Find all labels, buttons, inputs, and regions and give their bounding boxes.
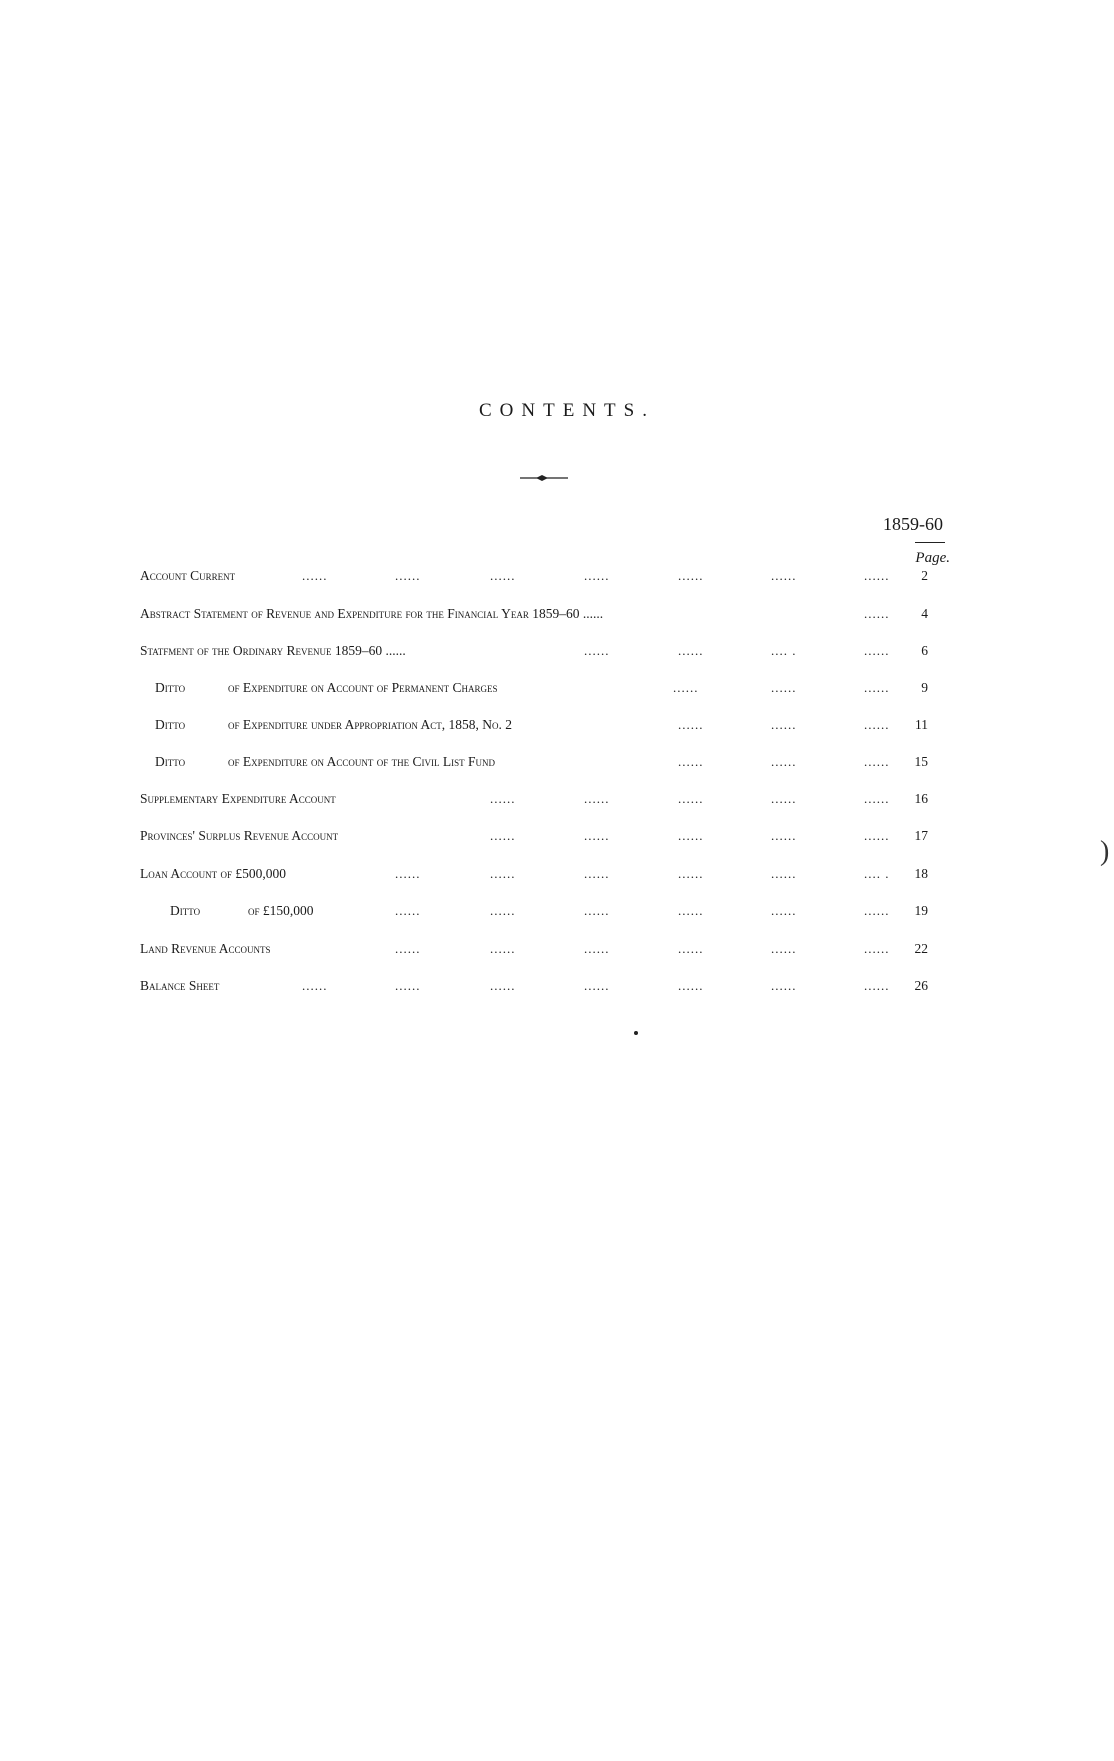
toc-entry-supplementary-expenditure (0, 791, 1114, 811)
leader-dots: ...... (395, 941, 421, 956)
leader-dots: ...... (864, 978, 890, 993)
leader-dots: .... . (771, 643, 797, 658)
toc-entry-sublabel: of Expenditure on Account of the Civil List Fund (228, 754, 496, 769)
leader-dots: ...... (864, 941, 890, 956)
leader-dots: ...... (864, 606, 890, 621)
leader-dots: ...... (584, 791, 610, 806)
leader-dots: ...... (395, 903, 421, 918)
margin-bracket-mark: ) (1100, 836, 1110, 867)
leader-dots: ...... (864, 903, 890, 918)
toc-entry-appropriation-act (0, 717, 1114, 737)
toc-entry-label: Loan Account of £500,000 (140, 866, 287, 881)
leader-dots: ...... (584, 866, 610, 881)
leader-dots: .... . (864, 866, 890, 881)
leader-dots: ...... (395, 568, 421, 583)
toc-entry-loan-150000 (0, 903, 1114, 923)
leader-dots: ...... (584, 903, 610, 918)
ink-speck (634, 1031, 638, 1035)
leader-dots: ...... (673, 680, 699, 695)
leader-dots: ...... (678, 941, 704, 956)
leader-dots: ...... (490, 903, 516, 918)
leader-dots: ...... (302, 978, 328, 993)
leader-dots: ...... (490, 568, 516, 583)
leader-dots: ...... (678, 568, 704, 583)
leader-dots: ...... (584, 978, 610, 993)
toc-entry-ordinary-revenue (0, 643, 1114, 663)
leader-dots: ...... (771, 978, 797, 993)
leader-dots: ...... (584, 941, 610, 956)
page-column-heading: Page. (915, 550, 950, 566)
leader-dots: ...... (864, 828, 890, 843)
leader-dots: ...... (678, 866, 704, 881)
leader-dots: ...... (864, 791, 890, 806)
toc-entry-label: Provinces' Surplus Revenue Account (140, 828, 339, 843)
leader-dots: ...... (678, 717, 704, 732)
leader-dots: ...... (490, 828, 516, 843)
leader-dots: ...... (771, 680, 797, 695)
toc-entry-label: Account Current (140, 568, 236, 583)
leader-dots: ...... (490, 866, 516, 881)
leader-dots: ...... (864, 754, 890, 769)
toc-entry-label: Statfment of the Ordinary Revenue 1859–60 ...... (140, 643, 406, 658)
leader-dots: ...... (771, 903, 797, 918)
leader-dots: ...... (771, 941, 797, 956)
leader-dots: ...... (864, 568, 890, 583)
toc-entry-page: 19 (914, 903, 928, 918)
toc-entry-sublabel: of Expenditure on Account of Permanent Charges (228, 680, 498, 695)
leader-dots: ...... (584, 568, 610, 583)
page-title: CONTENTS. (479, 400, 655, 421)
toc-entry-page: 9 (921, 680, 928, 695)
toc-entry-sublabel: of £150,000 (248, 903, 314, 918)
toc-entry-label: Ditto (155, 680, 186, 695)
leader-dots: ...... (771, 828, 797, 843)
leader-dots: ...... (678, 791, 704, 806)
toc-entry-sublabel: of Expenditure under Appropriation Act, 1858, No. 2 (228, 717, 513, 732)
toc-entry-page: 26 (914, 978, 928, 993)
toc-entry-page: 2 (921, 568, 928, 583)
leader-dots: ...... (678, 978, 704, 993)
toc-entry-page: 16 (914, 791, 928, 806)
toc-entry-page: 18 (914, 866, 928, 881)
toc-entry-label: Balance Sheet (140, 978, 220, 993)
toc-entry-land-revenue (0, 941, 1114, 961)
toc-entry-civil-list-fund (0, 754, 1114, 774)
toc-entry-label: Abstract Statement of Revenue and Expenditure for the Financial Year 1859–60 ...... (140, 606, 604, 621)
leader-dots: ...... (302, 568, 328, 583)
leader-dots: ...... (490, 941, 516, 956)
leader-dots: ...... (490, 978, 516, 993)
toc-entry-label: Ditto (170, 903, 201, 918)
toc-entry-loan-500000 (0, 866, 1114, 886)
leader-dots: ...... (864, 643, 890, 658)
leader-dots: ...... (771, 866, 797, 881)
leader-dots: ...... (490, 791, 516, 806)
leader-dots: ...... (771, 754, 797, 769)
toc-entry-provinces-surplus (0, 828, 1114, 848)
leader-dots: ...... (395, 866, 421, 881)
toc-entry-permanent-charges (0, 680, 1114, 700)
toc-entry-label: Ditto (155, 754, 186, 769)
leader-dots: ...... (395, 978, 421, 993)
toc-entry-page: 22 (914, 941, 928, 956)
toc-entry-page: 11 (915, 717, 928, 732)
toc-entry-page: 17 (914, 828, 928, 843)
leader-dots: ...... (864, 717, 890, 732)
toc-entry-label: Supplementary Expenditure Account (140, 791, 336, 806)
leader-dots: ...... (678, 643, 704, 658)
toc-entry-balance-sheet (0, 978, 1114, 998)
year-column-heading: 1859-60 (883, 514, 943, 534)
leader-dots: ...... (584, 643, 610, 658)
leader-dots: ...... (771, 568, 797, 583)
leader-dots: ...... (678, 754, 704, 769)
toc-entry-page: 15 (914, 754, 928, 769)
toc-entry-page: 4 (921, 606, 928, 621)
leader-dots: ...... (584, 828, 610, 843)
leader-dots: ...... (771, 717, 797, 732)
toc-entry-label: Land Revenue Accounts (140, 941, 271, 956)
toc-entry-page: 6 (921, 643, 928, 658)
leader-dots: ...... (678, 828, 704, 843)
toc-entry-account-current (0, 568, 1114, 588)
toc-entry-abstract-statement (0, 606, 1114, 626)
ornament-divider (520, 473, 568, 483)
leader-dots: ...... (678, 903, 704, 918)
leader-dots: ...... (864, 680, 890, 695)
year-column-rule (915, 542, 945, 543)
leader-dots: ...... (771, 791, 797, 806)
toc-entry-label: Ditto (155, 717, 186, 732)
